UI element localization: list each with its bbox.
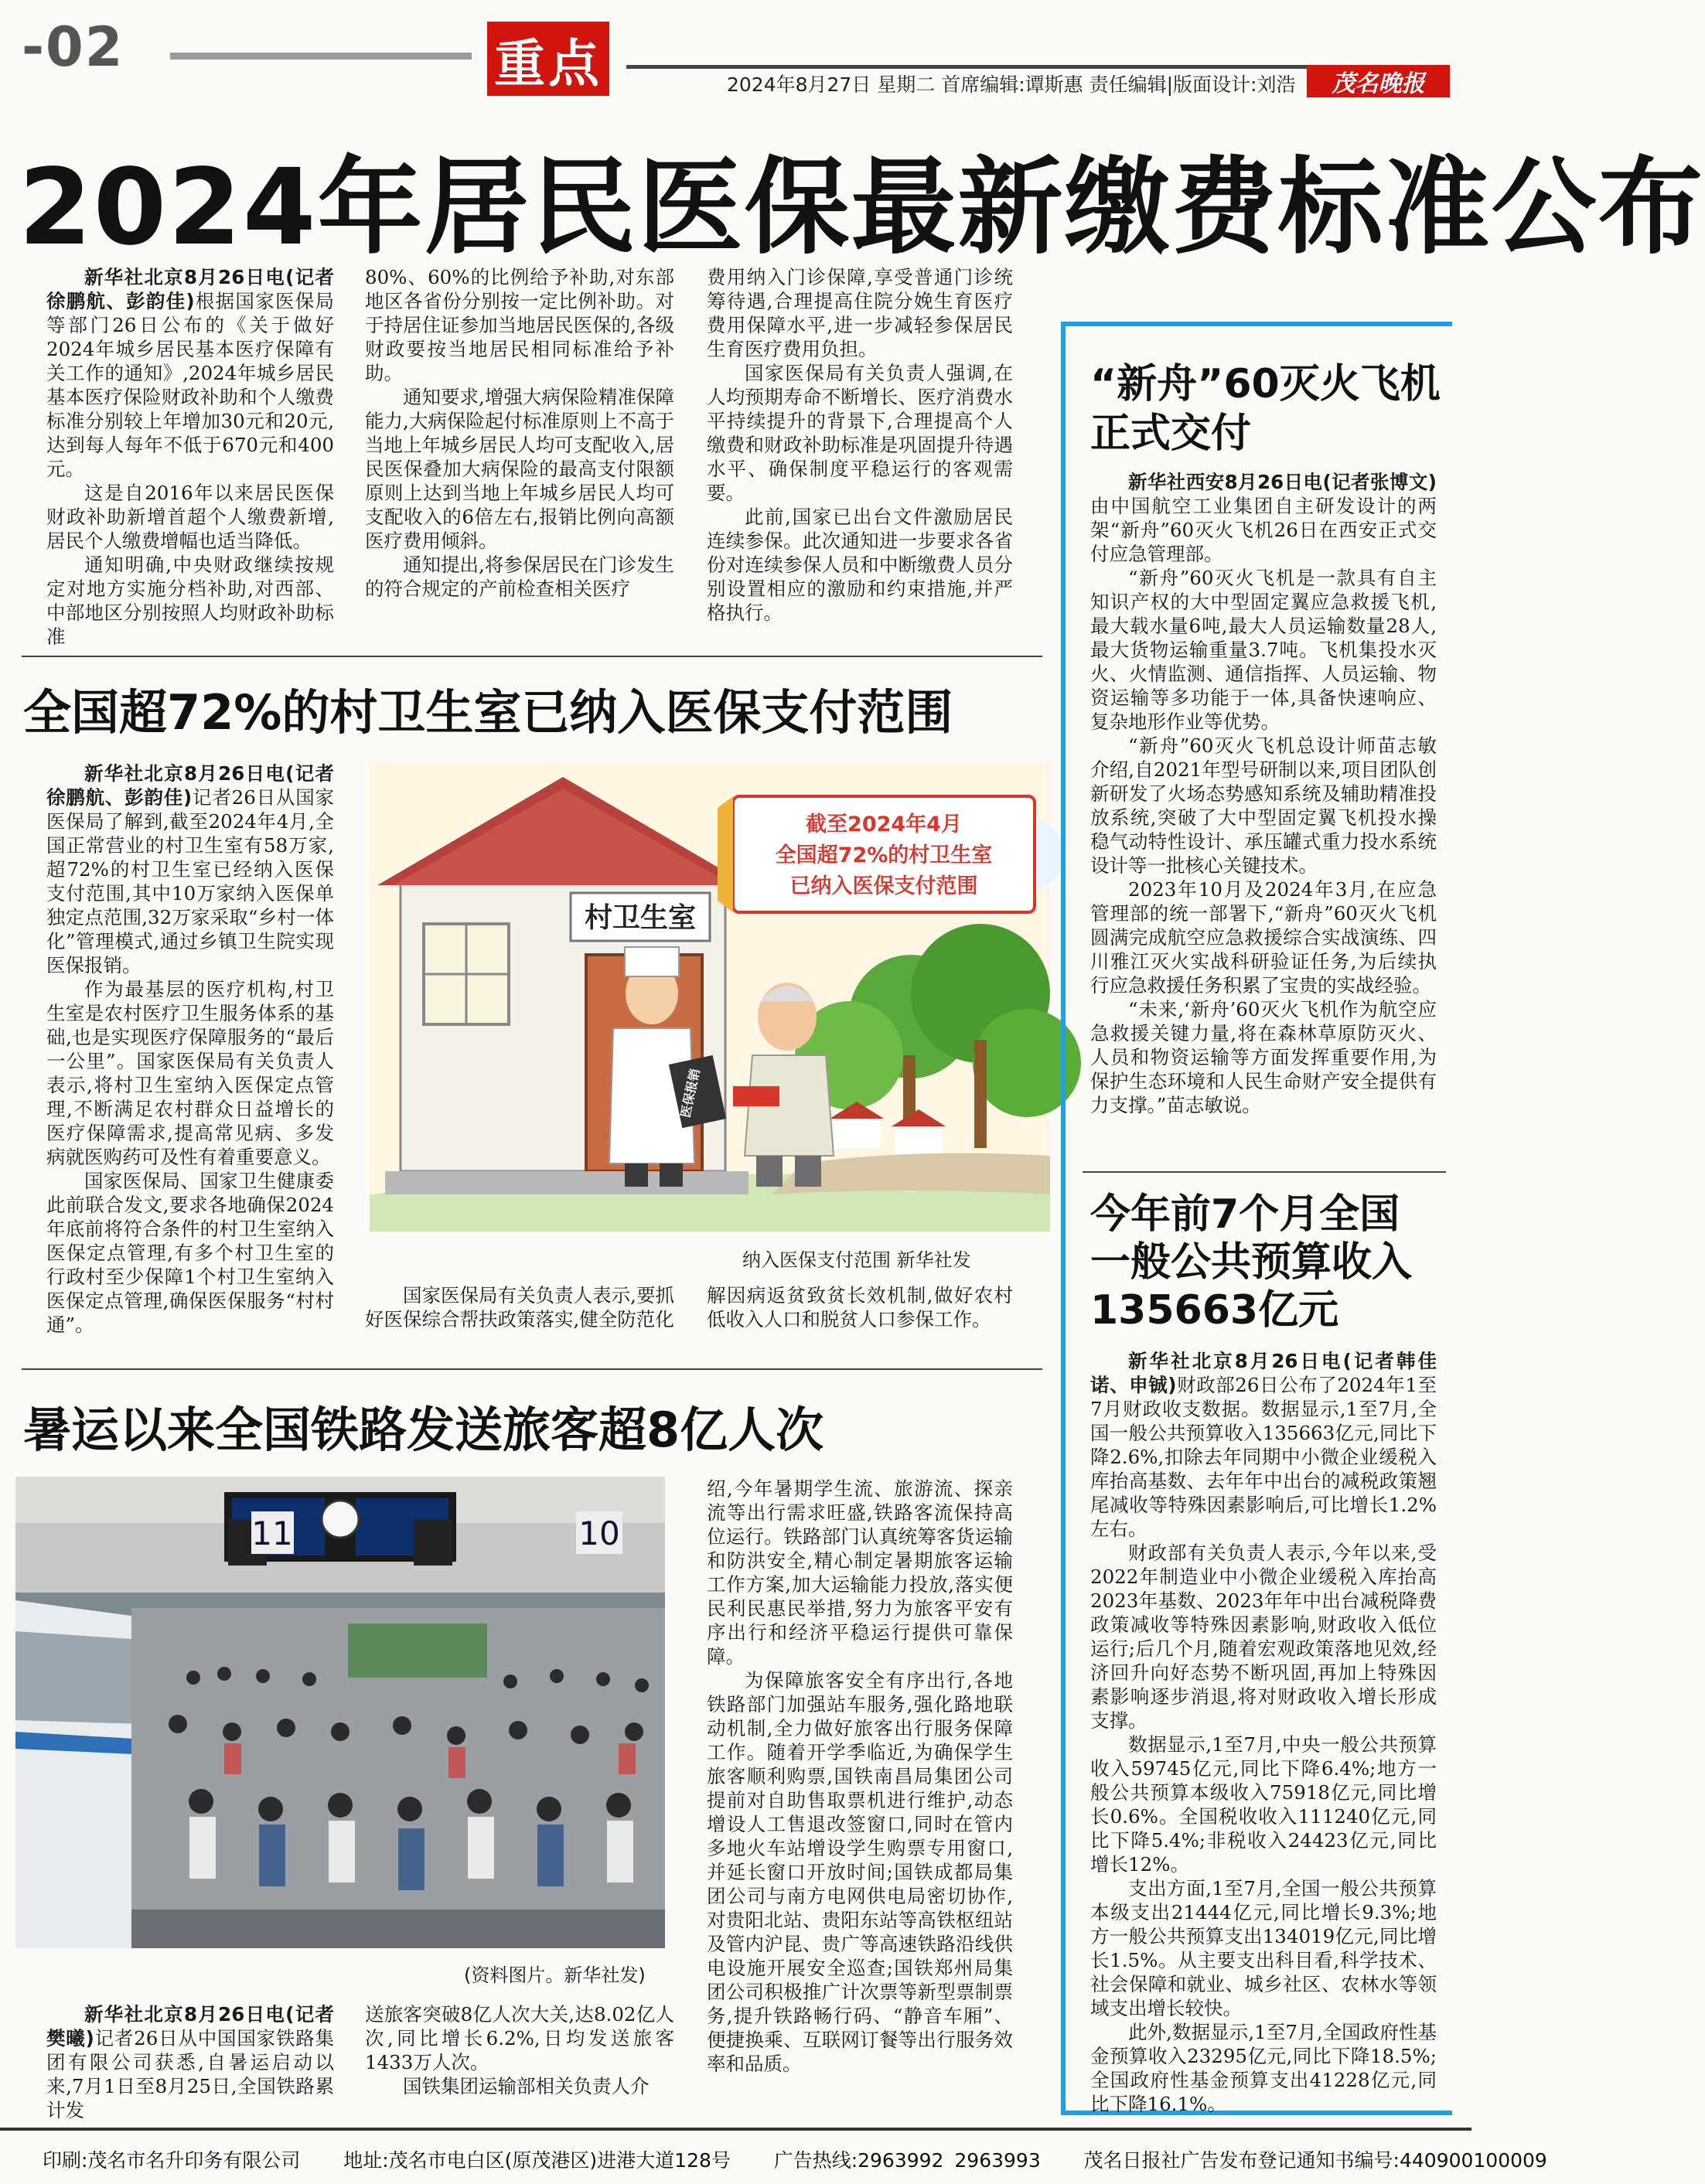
divider — [22, 656, 1042, 657]
banner-line3: 已纳入医保支付范围 — [789, 874, 978, 898]
paragraph — [1090, 470, 1437, 566]
paragraph — [707, 1283, 1013, 1331]
main-headline: 2024年居民医保最新缴费标准公布 — [19, 147, 1705, 269]
sidebar-article2-body — [1090, 1349, 1437, 2116]
footer-ad-hotline: 广告热线:2963992 2963993 — [773, 2149, 1041, 2172]
paragraph-text: 数据显示,1至7月,中央一般公共预算收入59745亿元,同比下降6.4%;地方一般公共预算本级收入75918亿元,同比增长0.6%。全国税收收入111240亿元,同比下降5.4%;非税收入24423亿元,同比增长12%。 — [1090, 1733, 1437, 1876]
paragraph — [707, 361, 1013, 505]
article3-col3 — [707, 1477, 1013, 2076]
paragraph-text: 国家医保局有关负责人强调,在人均预期寿命不断增长、医疗消费水平持续提升的背景下,合理提高个人缴费和财政补助标准是巩固提升待遇水平、确保制度平稳运行的客观需要。 — [707, 362, 1013, 504]
clinic-sign-text: 村卫生室 — [584, 902, 697, 934]
paragraph — [365, 385, 674, 553]
paragraph — [365, 2074, 674, 2098]
article3-col2 — [365, 2002, 674, 2098]
paragraph — [1090, 2020, 1437, 2116]
article3-col1 — [46, 2002, 334, 2122]
article3-headline: 暑运以来全国铁路发送旅客超8亿人次 — [23, 1402, 824, 1458]
paragraph-text: 国家医保局有关负责人表示,要抓好医保综合帮扶政策落实,健全防范化 — [365, 1284, 674, 1331]
dateline: 新华社北京8月26日电(记者韩佳诺、申铖) — [1090, 1350, 1437, 1396]
paragraph-text: 通知提出,将参保居民在门诊发生的符合规定的产前检查相关医疗 — [365, 554, 674, 600]
paragraph-text: 作为最基层的医疗机构,村卫生室是农村医疗卫生服务体系的基础,也是实现医疗保障服务的“最后一公里”。国家医保局有关负责人表示,将村卫生室纳入医保定点管理,不断满足农村群众日益增长的医疗保障需求,提高常见病、多发病就医购药可及性有着重要意义。 — [46, 978, 334, 1168]
paragraph — [1090, 1541, 1437, 1733]
paragraph-text: 记者26日从中国国家铁路集团有限公司获悉,自暑运启动以来,7月1日至8月25日,全国铁路累计发 — [46, 2027, 334, 2121]
paragraph — [46, 1169, 334, 1337]
paragraph-text: 此前,国家已出台文件激励居民连续参保。此次通知进一步要求各省份对连续参保人员和中断缴费人员分别设置相应的激励和约束措施,并严格执行。 — [707, 506, 1013, 624]
paragraph — [707, 1668, 1013, 2076]
paragraph — [46, 265, 334, 481]
paragraph — [365, 265, 674, 385]
paragraph — [707, 265, 1013, 361]
paragraph-text: 记者26日从国家医保局了解到,截至2024年4月,全国正常营业的村卫生室有58万家,超72%的村卫生室已经纳入医保支付范围,其中10万家纳入医保单独定点范围,32万家采取“乡村一体化”管理模式,通过乡镇卫生院实现医保报销。 — [46, 786, 334, 976]
article2-col3 — [707, 1283, 1013, 1331]
paragraph-text: 此外,数据显示,1至7月,全国政府性基金预算收入23295亿元,同比下降18.5%;全国政府性基金预算支出41228亿元,同比下降16.1%。 — [1090, 2021, 1437, 2115]
platform-number-right: 10 — [578, 1514, 620, 1552]
page-number: -02 — [22, 15, 124, 79]
paragraph — [1090, 734, 1437, 877]
dateline: 新华社西安8月26日电(记者张博文) — [1128, 471, 1437, 493]
paragraph — [707, 505, 1013, 625]
dateline: 新华社北京8月26日电(记者樊曦) — [46, 2003, 334, 2049]
footer-printer: 印刷:茂名市名升印务有限公司 — [43, 2149, 301, 2172]
paragraph — [1090, 997, 1437, 1117]
article1-col1 — [46, 265, 334, 649]
paragraph — [1090, 877, 1437, 997]
paragraph — [707, 1477, 1013, 1668]
footer-address: 地址:茂名市电白区(原茂港区)进港大道128号 — [343, 2149, 731, 2172]
paragraph-text: “未来,‘新舟’60灭火飞机作为航空应急救援关键力量,将在森林草原防灭火、人员和物资运输等方面发挥重要作用,为保护生态环境和人民生命财产安全提供有力支撑。”苗志敏说。 — [1090, 998, 1437, 1116]
paragraph — [1090, 1349, 1437, 1541]
divider — [22, 1368, 1042, 1370]
paragraph-text: 由中国航空工业集团自主研发设计的两架“新舟”60灭火飞机26日在西安正式交付应急管理部。 — [1090, 495, 1437, 565]
footer-license: 茂名日报社广告发布登记通知书编号:440900100009 — [1083, 2149, 1547, 2172]
paragraph-text: 通知要求,增强大病保险精准保障能力,大病保险起付标准原则上不高于当地上年城乡居民人均可支配收入,居民医保叠加大病保险的最高支付限额原则上达到当地上年城乡居民人均可支配收入的6倍左右,报销比例向高额医疗费用倾斜。 — [365, 386, 674, 552]
banner-line2: 全国超72%的村卫生室 — [775, 843, 993, 867]
article2-col1 — [46, 762, 334, 1337]
insurance-card-text: 医保报销 — [677, 1067, 703, 1119]
paragraph — [46, 762, 334, 977]
paragraph-text: 2023年10月及2024年3月,在应急管理部的统一部署下,“新舟”60灭火飞机圆满完成航空应急救援综合实战演练、四川雅江灭火实战科研验证任务,为后续执行应急救援任务积累了宝贵的实战经验。 — [1090, 878, 1437, 997]
paragraph-text: “新舟”60灭火飞机是一款具有自主知识产权的大中型固定翼应急救援飞机,最大载水量6吨,最大人员运输数量28人,最大货物运输重量3.7吨。飞机集投水灭火、火情监测、通信指挥、人员运输、物资运输等多功能于一体,具备快速响应、复杂地形作业等优势。 — [1090, 567, 1437, 733]
paragraph-text: 根据国家医保局等部门26日公布的《关于做好2024年城乡居民基本医疗保障有关工作的通知》,2024年城乡居民基本医疗保险财政补助和个人缴费标准分别较上年增加30元和20元,达到每人每年不低于670元和400元。 — [46, 290, 335, 480]
footer — [43, 2145, 1547, 2173]
article2-col2 — [365, 1283, 674, 1331]
article1-col2 — [365, 265, 674, 601]
sidebar-article2-headline: 今年前7个月全国 一般公共预算收入 135663亿元 — [1090, 1191, 1413, 1334]
paragraph — [1090, 1733, 1437, 1876]
paragraph-text: 通知明确,中央财政继续按规定对地方实施分档补助,对西部、中部地区分别按照人均财政补助标准 — [46, 554, 334, 648]
paragraph-text: 送旅客突破8亿人次大关,达8.02亿人次,同比增长6.2%,日均发送旅客1433万人次。 — [365, 2003, 674, 2073]
dateline: 新华社北京8月26日电(记者徐鹏航、彭韵佳) — [46, 266, 334, 312]
banner-line1: 截至2024年4月 — [806, 813, 962, 836]
sidebar-article1-body — [1090, 470, 1437, 1117]
section-tag: 重点 — [487, 22, 609, 96]
paragraph — [46, 553, 334, 649]
platform-number-left: 11 — [251, 1514, 293, 1552]
railway-station-photo — [15, 1477, 665, 1948]
photo-caption: (资料图片。新华社发) — [464, 1964, 646, 1986]
illustration-caption: 纳入医保支付范围 新华社发 — [742, 1249, 971, 1271]
paragraph-text: 国家医保局、国家卫生健康委此前联合发文,要求各地确保2024年底前将符合条件的村卫生室纳入医保定点管理,有多个村卫生室的行政村至少保障1个村卫生室纳入医保定点管理,确保医保服务“村村通”。 — [46, 1170, 334, 1336]
divider — [1083, 1171, 1446, 1173]
paragraph — [46, 2002, 334, 2122]
masthead-logo: 茂名晚报 — [1307, 65, 1450, 97]
paragraph-text: 费用纳入门诊保障,享受普通门诊统筹待遇,合理提高住院分娩生育医疗费用保障水平,进一步减轻参保居民生育医疗费用负担。 — [707, 266, 1013, 360]
paragraph-text: 解因病返贫致贫长效机制,做好农村低收入人口和脱贫人口参保工作。 — [707, 1284, 1013, 1331]
sidebar-article1-headline: “新舟”60灭火飞机 正式交付 — [1090, 361, 1441, 457]
paragraph-text: “新舟”60灭火飞机总设计师苗志敏介绍,自2021年型号研制以来,项目团队创新研发了火场态势感知系统及辅助精准投放系统,突破了大中型固定翼飞机投水操稳气动特性设计、承压罐式重力投水系统设计等一批核心关键技术。 — [1090, 734, 1437, 877]
paragraph — [365, 553, 674, 601]
paragraph-text: 支出方面,1至7月,全国一般公共预算本级支出21444亿元,同比增长9.3%;地方一般公共预算支出134019亿元,同比增长1.5%。从主要支出科目看,科学技术、社会保障和就业、城乡社区、农林水等领域支出增长较快。 — [1090, 1877, 1437, 2019]
paragraph-text: 财政部有关负责人表示,今年以来,受2022年制造业中小微企业缓税入库抬高2023年基数、2023年年中出台减税降费政策减收等特殊因素影响,财政收入低位运行;后几个月,随着宏观政策落地见效,经济回升向好态势不断巩固,再加上特殊因素影响逐步消退,将对财政收入增长形成支撑。 — [1090, 1542, 1437, 1732]
paragraph-text: 绍,今年暑期学生流、旅游流、探亲流等出行需求旺盛,铁路客流保持高位运行。铁路部门认真统筹客货运输和防洪安全,精心制定暑期旅客运输工作方案,加大运输能力投放,落实便民利民惠民举措,努力为旅客平安有序出行和经济平稳运行提供可靠保障。 — [707, 1477, 1013, 1668]
paragraph — [1090, 1876, 1437, 2020]
article1-col3 — [707, 265, 1013, 625]
paragraph — [365, 1283, 674, 1331]
paragraph — [365, 2002, 674, 2074]
paragraph-text: 80%、60%的比例给予补助,对东部地区各省份分别按一定比例补助。对于持居住证参加当地居民医保的,各级财政要按当地居民相同标准给予补助。 — [365, 266, 674, 384]
footer-rule — [0, 2128, 1471, 2131]
issue-info: 2024年8月27日 星期二 首席编辑:谭斯惠 责任编辑|版面设计:刘浩 — [727, 73, 1296, 96]
paragraph-text: 为保障旅客安全有序出行,各地铁路部门加强站车服务,强化路地联动机制,全力做好旅客出行服务保障工作。随着开学季临近,为确保学生旅客顺利购票,国铁南昌局集团公司提前对自助售取票机进行维护,动态增设人工售退改签窗口,同时在管内多地火车站增设学生购票专用窗口,并延长窗口开放时间;国铁成都局集团公司与南方电网供电局密切协作,对贵阳北站、贵阳东站等高铁枢纽站及管内沪昆、贵广等高速铁路沿线供电设施开展安全巡查;国铁郑州局集团公司积极推广计次票等新型票制票务,提升铁路畅行码、“静音车厢”、便捷换乘、互联网订餐等出行服务效率和品质。 — [707, 1669, 1013, 2075]
article2-headline: 全国超72%的村卫生室已纳入医保支付范围 — [23, 684, 953, 741]
paragraph — [1090, 566, 1437, 734]
header-rule-left — [170, 53, 472, 60]
dateline: 新华社北京8月26日电(记者徐鹏航、彭韵佳) — [46, 762, 334, 809]
village-clinic-illustration — [370, 762, 1050, 1232]
paragraph — [46, 481, 334, 553]
paragraph — [46, 977, 334, 1169]
paragraph-text: 这是自2016年以来居民医保财政补助新增首超个人缴费新增,居民个人缴费增幅也适当降低。 — [46, 482, 334, 552]
paragraph-text: 国铁集团运输部相关负责人介 — [403, 2075, 650, 2097]
paragraph-text: 财政部26日公布了2024年1至7月财政收支数据。数据显示,1至7月,全国一般公共预算收入135663亿元,同比下降2.6%,扣除去年同期中小微企业缓税入库抬高基数、去年年中出台的减税政策翘尾减收等特殊因素影响后,可比增长1.2%左右。 — [1090, 1374, 1437, 1540]
